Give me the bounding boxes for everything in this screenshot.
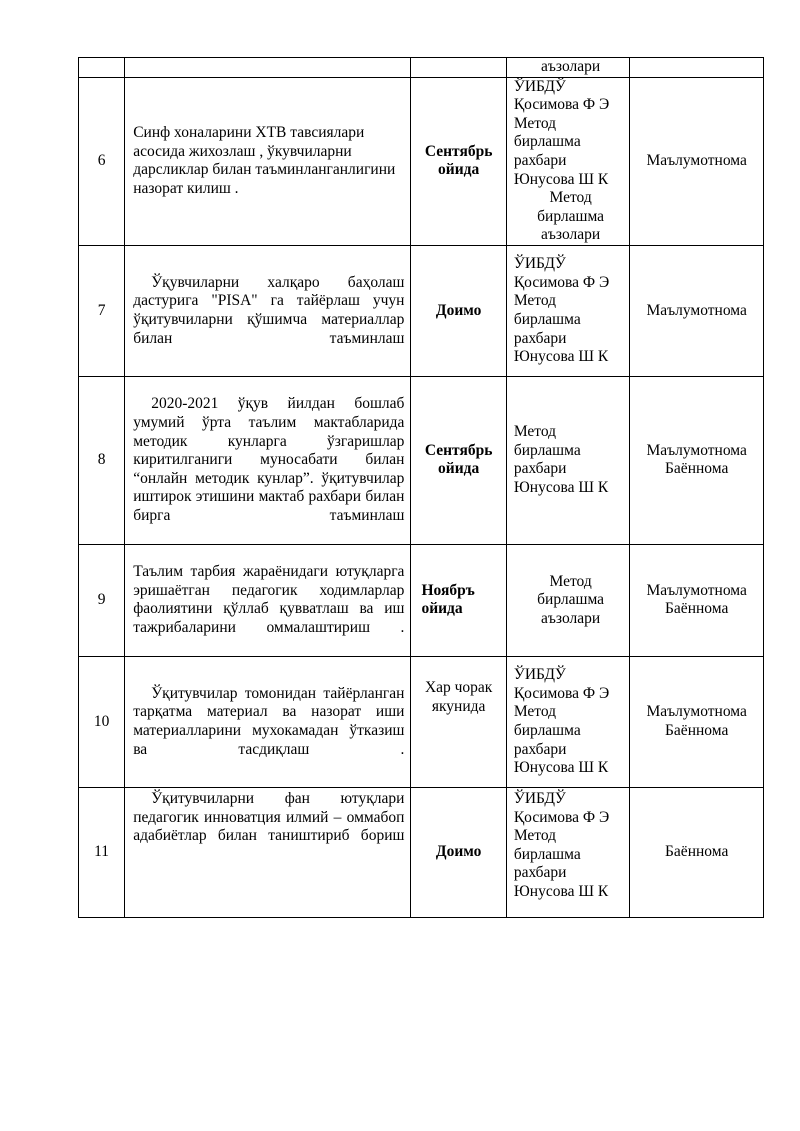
task-text: Синф хоналарини ХТВ тавсиялари асосида жихозлаш , ўкувчиларни дарсликлар билан таъминланганлигини назорат килиш . [133, 124, 396, 197]
responsible-cell [506, 376, 630, 544]
num-cell [79, 58, 125, 78]
document-cell [630, 58, 764, 78]
document-cell [630, 245, 764, 376]
task-text: Таълим тарбия жараёнидаги ютуқларга эришаётган педагогик ходимларлар фаолиятини қўллаб қувватлаш ва иш тажрибаларини оммалаштириш . [133, 563, 405, 637]
time-line: Доимо [435, 301, 482, 319]
row-number: 10 [79, 656, 125, 787]
responsible-cell [506, 544, 630, 656]
responsible-line: Қосимова Ф Э [513, 273, 610, 291]
document-line: Баённома [665, 843, 729, 861]
responsible-line: Метод [513, 703, 557, 721]
responsible-line: Юнусова Ш К [513, 170, 609, 188]
document-line: Баённома [665, 721, 729, 739]
table-row-continuation [79, 58, 764, 78]
row-number: 8 [79, 376, 125, 544]
responsible-cell [506, 656, 630, 787]
responsible-line: Метод [513, 292, 557, 310]
task-cell [125, 58, 411, 78]
time-line: якунида [431, 697, 486, 715]
responsible-line: ЎИБДЎ [513, 255, 566, 273]
responsible-line: бирлашма [513, 845, 581, 863]
responsible-line: бирлашма [537, 591, 605, 609]
document-line: Маълумотнома [646, 703, 747, 721]
responsible-line: рахбари [513, 460, 567, 478]
responsible-line: рахбари [513, 864, 567, 882]
time-cell [411, 77, 506, 245]
document-cell [630, 787, 764, 917]
row-number: 7 [79, 245, 125, 376]
responsible-line: Юнусова Ш К [513, 759, 609, 777]
table-row [79, 376, 764, 544]
responsible-line: ЎИБДЎ [513, 789, 566, 807]
task-text: Ўқитувчилар томонидан тайёрланган тарқатма материал ва назорат иши материалларини мухокамадан ўтказиш ва тасдиқлаш . [133, 684, 405, 758]
responsible-line: рахбари [513, 151, 567, 169]
time-cell [411, 245, 506, 376]
responsible-line: Юнусова Ш К [513, 348, 609, 366]
responsible-line: Юнусова Ш К [513, 479, 609, 497]
responsible-cell [506, 77, 630, 245]
time-line: Сентябрь [424, 142, 493, 160]
time-line: Хар чорак [424, 678, 493, 696]
responsible-line: Метод [549, 189, 592, 207]
responsible-line: бирлашма [513, 721, 581, 739]
time-cell [411, 656, 506, 787]
document-cell [630, 544, 764, 656]
table-row [79, 787, 764, 917]
responsible-line: бирлашма [513, 310, 581, 328]
document-cell [630, 77, 764, 245]
task-cell [125, 656, 411, 787]
time-line: Ноябръ [421, 581, 475, 599]
row-number: 6 [79, 77, 125, 245]
document-line: Маълумотнома [646, 581, 747, 599]
row-number: 11 [79, 787, 125, 917]
responsible-cell [506, 58, 630, 78]
time-cell [411, 544, 506, 656]
responsible-line: рахбари [513, 740, 567, 758]
responsible-line: ЎИБДЎ [513, 77, 566, 95]
responsible-line: Юнусова Ш К [513, 882, 609, 900]
responsible-line: бирлашма [513, 441, 581, 459]
table-row [79, 77, 764, 245]
responsible-line: Метод [513, 423, 557, 441]
time-cell [411, 58, 506, 78]
time-line: Доимо [435, 843, 482, 861]
document-line: Баённома [665, 600, 729, 618]
responsible-line: Метод [549, 572, 592, 590]
task-text: Ўқувчиларни халқаро баҳолаш дастурига "PISA" га тайёрлаш учун ўқитувчиларни қўшимча материаллар билан таъминлаш [133, 273, 405, 347]
responsible-line: бирлашма [513, 133, 581, 151]
responsible-cell [506, 787, 630, 917]
responsible-line: бирлашма [537, 207, 605, 225]
responsible-line: ЎИБДЎ [513, 666, 566, 684]
document-line: Маълумотнома [646, 301, 747, 319]
responsible-line: аъзолари [541, 226, 601, 244]
responsible-line: аъзолари [541, 609, 601, 627]
time-cell [411, 787, 506, 917]
task-cell [125, 376, 411, 544]
responsible-line: Метод [513, 114, 557, 132]
task-cell [125, 787, 411, 917]
responsible-line: Қосимова Ф Э [513, 684, 610, 702]
responsible-line: аъзолари [541, 58, 601, 75]
table-row [79, 656, 764, 787]
document-line: Маълумотнома [646, 151, 747, 169]
document-line: Маълумотнома [646, 441, 747, 459]
responsible-line: Қосимова Ф Э [513, 808, 610, 826]
time-line: ойида [438, 161, 480, 179]
row-number: 9 [79, 544, 125, 656]
table-row [79, 245, 764, 376]
document-cell [630, 376, 764, 544]
time-line: Сентябрь [424, 441, 493, 459]
responsible-cell [506, 245, 630, 376]
task-cell [125, 544, 411, 656]
task-cell [125, 77, 411, 245]
responsible-line: Метод [513, 827, 557, 845]
document-line: Баённома [665, 460, 729, 478]
time-cell [411, 376, 506, 544]
document-cell [630, 656, 764, 787]
task-text: Ўқитувчиларни фан ютуқлари педагогик инноватция илмий – оммабоп адабиётлар билан таништириб бориш [133, 789, 405, 845]
time-line: ойида [421, 600, 463, 618]
task-cell [125, 245, 411, 376]
responsible-line: Қосимова Ф Э [513, 96, 610, 114]
responsible-line: рахбари [513, 329, 567, 347]
table-row [79, 544, 764, 656]
task-text: 2020-2021 ўқув йилдан бошлаб умумий ўрта таълим мактабларида методик кунларга ўзгаришлар киритилганиги муносабати билан “онлайн методик кунлар”. ўқитувчилар иштирок этишини мактаб рахбари билан бирга таъминлаш [133, 395, 405, 524]
time-line: ойида [438, 460, 480, 478]
plan-table [78, 57, 764, 918]
